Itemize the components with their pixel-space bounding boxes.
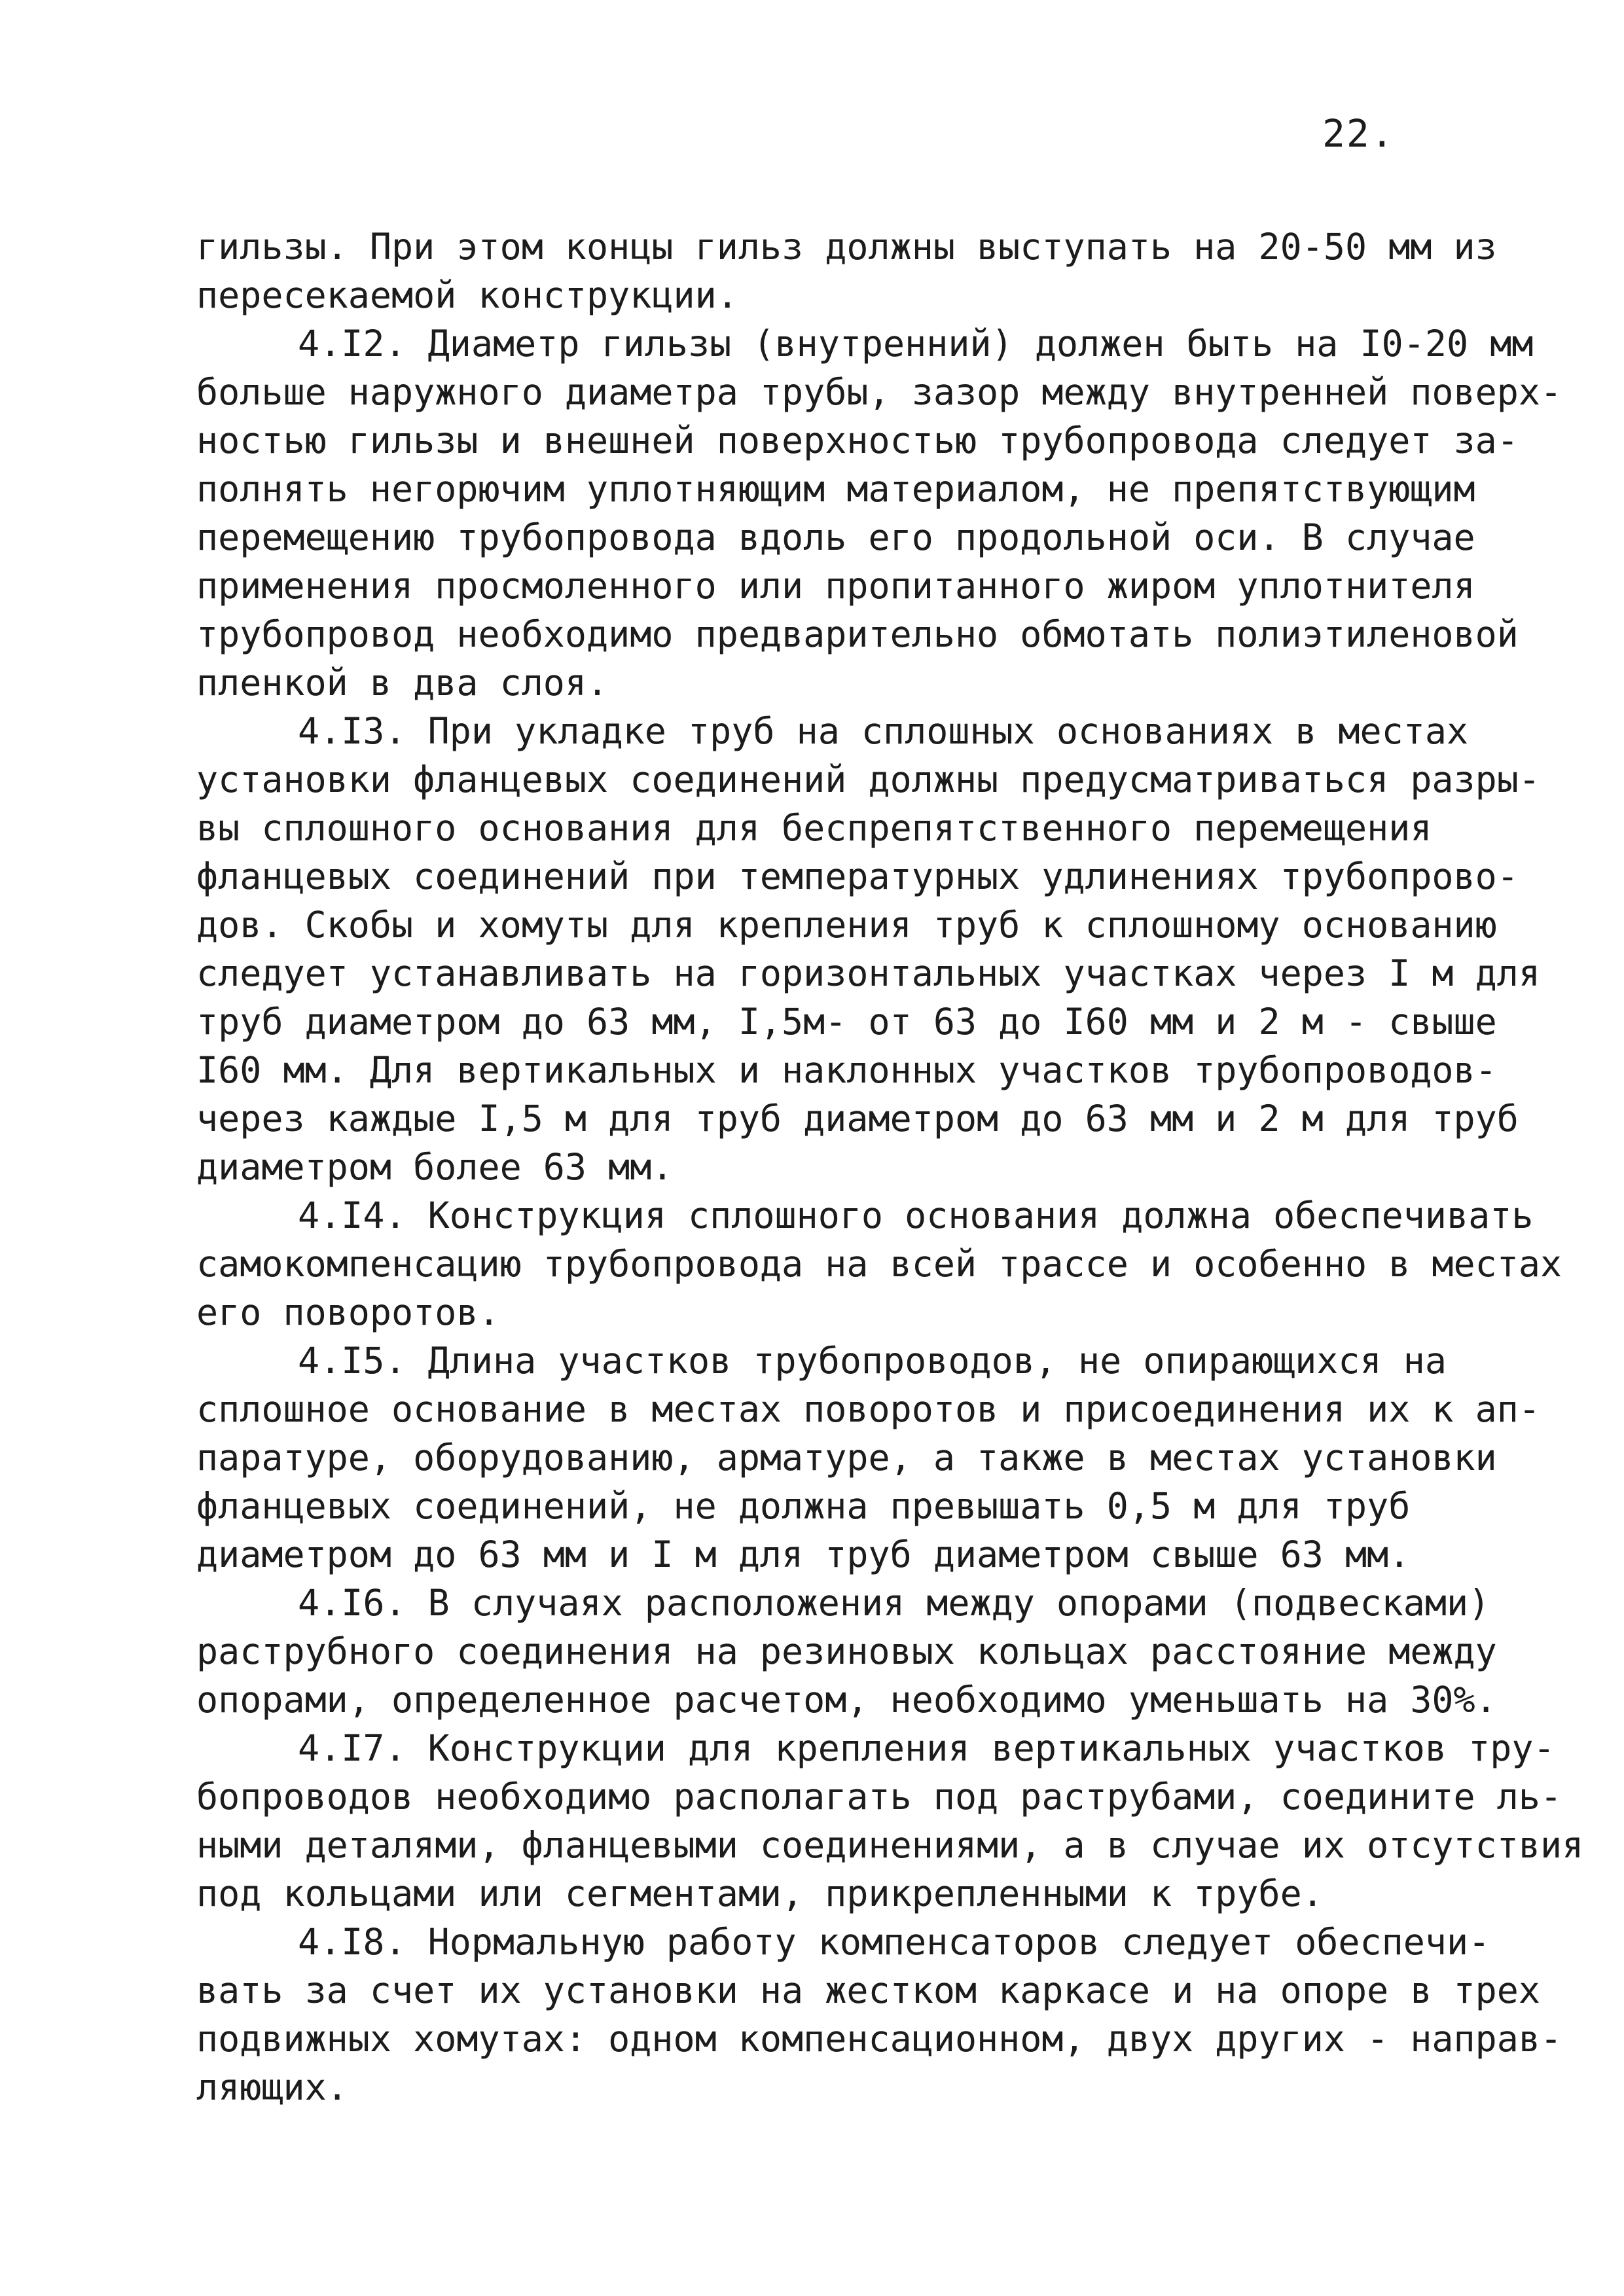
text-line: фланцевых соединений, не должна превышать 0,5 м для труб xyxy=(196,1485,1411,1527)
text-line: сплошное основание в местах поворотов и присоединения их к ап- xyxy=(196,1388,1540,1430)
text-line: больше наружного диаметра трубы, зазор между внутренней поверх- xyxy=(196,371,1562,413)
text-line: трубопровод необходимо предварительно обмотать полиэтиленовой xyxy=(196,613,1519,655)
page-number: 22. xyxy=(1322,111,1395,156)
text-line: перемещению трубопровода вдоль его продольной оси. В случае xyxy=(196,516,1475,558)
text-line: вы сплошного основания для беспрепятственного перемещения xyxy=(196,807,1432,849)
paragraph-first-line: 4.I5. Длина участков трубопроводов, не опирающихся на xyxy=(298,1340,1447,1382)
text-line: бопроводов необходимо располагать под раструбами, соедините ль- xyxy=(196,1776,1562,1818)
text-line: через каждые I,5 м для труб диаметром до 63 мм и 2 м для труб xyxy=(196,1098,1519,1139)
text-line: гильзы. При этом концы гильз должны выступать на 20-50 мм из xyxy=(196,226,1497,268)
text-line: его поворотов. xyxy=(196,1291,500,1333)
text-line: диаметром более 63 мм. xyxy=(196,1146,674,1188)
paragraph-first-line: 4.I3. При укладке труб на сплошных основаниях в местах xyxy=(298,710,1469,752)
paragraph-first-line: 4.I7. Конструкции для крепления вертикальных участков тру- xyxy=(298,1727,1555,1769)
text-line: установки фланцевых соединений должны предусматриваться разры- xyxy=(196,759,1540,800)
text-line: пересекаемой конструкции. xyxy=(196,274,738,316)
text-line: подвижных хомутах: одном компенсационном, двух других - направ- xyxy=(196,2018,1562,2060)
paragraph-first-line: 4.I8. Нормальную работу компенсаторов следует обеспечи- xyxy=(298,1921,1490,1963)
paragraph-first-line: 4.I6. В случаях расположения между опорами (подвесками) xyxy=(298,1582,1490,1624)
text-line: ными деталями, фланцевыми соединениями, а в случае их отсутствия xyxy=(196,1824,1584,1866)
text-line: раструбного соединения на резиновых кольцах расстояние между xyxy=(196,1630,1497,1672)
text-line: следует устанавливать на горизонтальных участках через I м для xyxy=(196,952,1540,994)
paragraph-first-line: 4.I4. Конструкция сплошного основания должна обеспечивать xyxy=(298,1194,1534,1236)
body-text xyxy=(196,223,1584,2111)
text-line: паратуре, оборудованию, арматуре, а также в местах установки xyxy=(196,1437,1497,1479)
text-line: фланцевых соединений при температурных удлинениях трубопрово- xyxy=(196,855,1519,897)
text-line: дов. Скобы и хомуты для крепления труб к сплошному основанию xyxy=(196,904,1497,946)
text-line: пленкой в два слоя. xyxy=(196,662,609,704)
text-line: труб диаметром до 63 мм, I,5м- от 63 до I60 мм и 2 м - свыше xyxy=(196,1001,1497,1043)
paragraph-first-line: 4.I2. Диаметр гильзы (внутренний) должен быть на I0-20 мм xyxy=(298,323,1534,365)
text-line: ностью гильзы и внешней поверхностью трубопровода следует за- xyxy=(196,420,1519,461)
text-line: ляющих. xyxy=(196,2066,348,2108)
text-line: под кольцами или сегментами, прикрепленными к трубе. xyxy=(196,1873,1324,1914)
text-line: I60 мм. Для вертикальных и наклонных участков трубопроводов- xyxy=(196,1049,1497,1091)
text-line: применения просмоленного или пропитанного жиром уплотнителя xyxy=(196,565,1475,607)
text-line: опорами, определенное расчетом, необходимо уменьшать на 30%. xyxy=(196,1679,1497,1721)
text-line: полнять негорючим уплотняющим материалом, не препятствующим xyxy=(196,468,1475,510)
text-line: диаметром до 63 мм и I м для труб диаметром свыше 63 мм. xyxy=(196,1534,1411,1575)
text-line: самокомпенсацию трубопровода на всей трассе и особенно в местах xyxy=(196,1243,1562,1285)
text-line: вать за счет их установки на жестком каркасе и на опоре в трех xyxy=(196,1969,1540,2011)
